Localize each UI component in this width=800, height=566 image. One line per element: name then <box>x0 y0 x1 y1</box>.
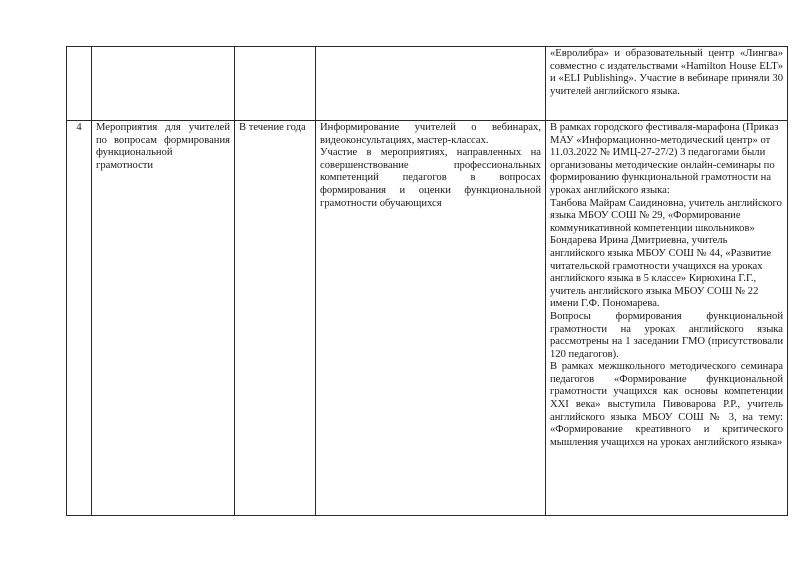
description-cell <box>316 47 546 121</box>
description-paragraph: Участие в мероприятиях, направленных на совершенствование профессиональных компетенций педагогов в вопросах формирования и оценки функциональной грамотности обучающихся <box>320 147 541 209</box>
result-cell <box>546 121 788 516</box>
row-number-cell <box>67 47 92 121</box>
period-cell <box>235 121 316 516</box>
result-paragraph: В рамках городского фестиваля-марафона (Приказ МАУ «Информационно-методический центр» от 11.03.2022 № ИМЦ-27-27/2) 3 педагогами были организованы методические онлайн-семинары по формированию функциональной грамотности на уроках английского языка: <box>550 122 779 196</box>
result-paragraph: Вопросы формирования функциональной грамотности на уроках английского языка рассмотрены на 1 заседании ГМО (присутствовали 120 педагогов). <box>550 310 783 360</box>
events-table <box>66 46 788 516</box>
period-cell <box>235 47 316 121</box>
result-paragraph: «Евролибра» и образовательный центр «Лингва» совместно с издательствами «Hamilton House ELT» и «ELI Publishing». Участие в вебинаре приняли 30 учителей английского языка. <box>550 48 783 97</box>
period-text: В течение года <box>239 122 306 133</box>
table-row <box>67 47 788 121</box>
event-cell <box>92 47 235 121</box>
row-number-cell: 4 <box>67 121 92 516</box>
description-cell <box>316 121 546 516</box>
table-row <box>67 121 788 516</box>
result-paragraph: Танбова Майрам Саидиновна, учитель английского языка МБОУ СОШ № 29, «Формирование коммуникативной компетенции школьников» Бондарева Ирина Дмитриевна, учитель английского языка МБОУ СОШ № 44, «Развитие читательской грамотности учащихся на уроках английского языка в 5 классе» Кирюхина Г.Г., учитель английского языка МБОУ СОШ № 22 имени Г.Ф. Пономарева. <box>550 197 782 310</box>
description-paragraph: Информирование учителей о вебинарах, видеоконсультациях, мастер-классах. <box>320 122 541 146</box>
result-cell <box>546 47 788 121</box>
result-paragraph: В рамках межшкольного методического семинара педагогов «Формирование функциональной грамотности учащихся как основы компетенции XXI века» выступила Пивоварова Р.Р., учитель английского языка МБОУ СОШ № 3, на тему: «Формирование креативного и критического мышления учащихся на уроках английского языка» <box>550 361 783 448</box>
event-cell <box>92 121 235 516</box>
event-text: Мероприятия для учителей по вопросам формирования функциональной грамотности <box>96 122 230 171</box>
